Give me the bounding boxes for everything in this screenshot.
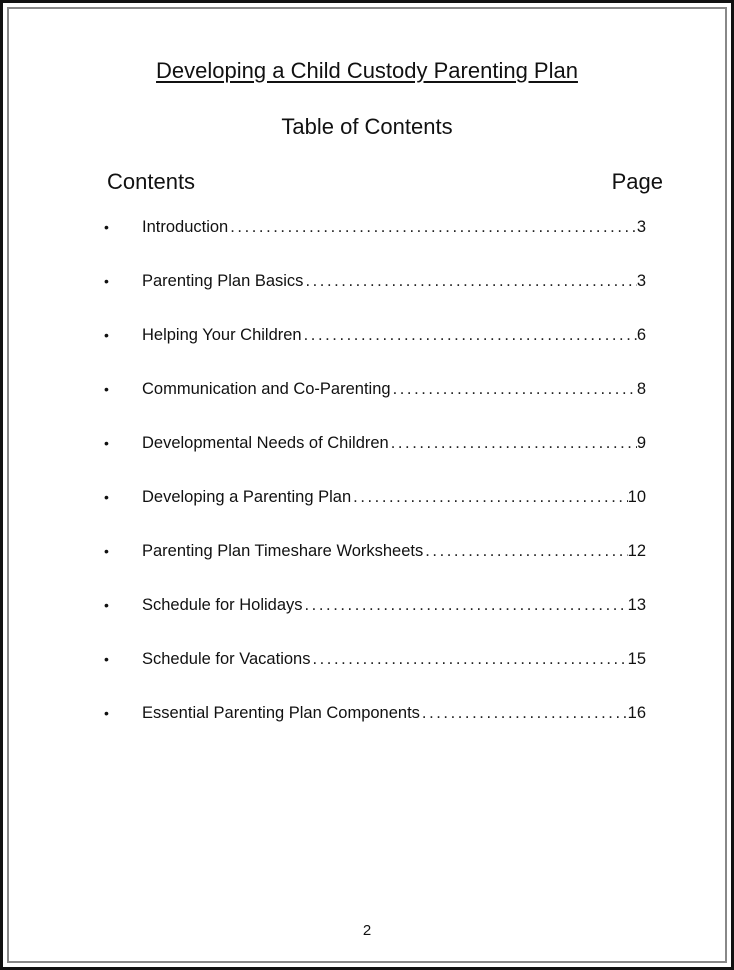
bullet-icon: •: [104, 489, 109, 505]
dot-leader: [303, 268, 636, 294]
bullet-icon: •: [104, 273, 109, 289]
toc-entry-label: Helping Your Children: [142, 326, 302, 344]
toc-entry-page: 3: [636, 218, 646, 236]
toc-entry-page: 10: [627, 488, 646, 506]
toc-entry-label: Communication and Co-Parenting: [142, 380, 391, 398]
bullet-icon: •: [104, 651, 109, 667]
toc-entry-page: 15: [627, 650, 646, 668]
bullet-icon: •: [104, 381, 109, 397]
dot-leader: [389, 430, 637, 456]
toc-list: [104, 214, 646, 754]
toc-entry-label: Parenting Plan Basics: [142, 272, 304, 290]
toc-entry-essential-components[interactable]: [104, 700, 646, 754]
toc-entry-page: 13: [627, 596, 646, 614]
toc-entry-developmental-needs[interactable]: [104, 430, 646, 484]
toc-entry-label: Schedule for Holidays: [142, 596, 303, 614]
toc-entry-label: Parenting Plan Timeshare Worksheets: [142, 542, 424, 560]
dot-leader: [420, 700, 628, 726]
dot-leader: [423, 538, 627, 564]
document-title: Developing a Child Custody Parenting Plan: [156, 58, 578, 83]
bullet-icon: •: [104, 435, 109, 451]
toc-entry-page: 3: [636, 272, 646, 290]
bullet-icon: •: [104, 705, 109, 721]
toc-entry-timeshare-worksheets[interactable]: [104, 538, 646, 592]
bullet-icon: •: [104, 219, 109, 235]
toc-entry-page: 9: [636, 434, 646, 452]
dot-leader: [228, 214, 637, 240]
toc-entry-label: Developmental Needs of Children: [142, 434, 389, 452]
toc-entry-holidays[interactable]: [104, 592, 646, 646]
page-number: 2: [362, 922, 372, 939]
toc-entry-label: Introduction: [142, 218, 229, 236]
bullet-icon: •: [104, 327, 109, 343]
toc-entry-label: Essential Parenting Plan Components: [142, 704, 420, 722]
toc-entry-vacations[interactable]: [104, 646, 646, 700]
toc-entry-page: 8: [636, 380, 646, 398]
toc-entry-developing-plan[interactable]: [104, 484, 646, 538]
toc-entry-introduction[interactable]: [104, 214, 646, 268]
contents-column-header: Contents: [107, 169, 196, 194]
toc-entry-label: Schedule for Vacations: [142, 650, 311, 668]
dot-leader: [391, 376, 637, 402]
bullet-icon: •: [104, 543, 109, 559]
dot-leader: [310, 646, 627, 672]
dot-leader: [303, 592, 628, 618]
toc-entry-page: 12: [627, 542, 646, 560]
toc-entry-page: 6: [636, 326, 646, 344]
bullet-icon: •: [104, 597, 109, 613]
toc-entry-communication[interactable]: [104, 376, 646, 430]
dot-leader: [302, 322, 637, 348]
page-column-header: Page: [611, 169, 663, 194]
toc-heading: Table of Contents: [281, 114, 453, 139]
toc-entry-helping-your-children[interactable]: [104, 322, 646, 376]
toc-entry-page: 16: [627, 704, 646, 722]
dot-leader: [351, 484, 627, 510]
toc-entry-label: Developing a Parenting Plan: [142, 488, 352, 506]
toc-entry-parenting-plan-basics[interactable]: [104, 268, 646, 322]
